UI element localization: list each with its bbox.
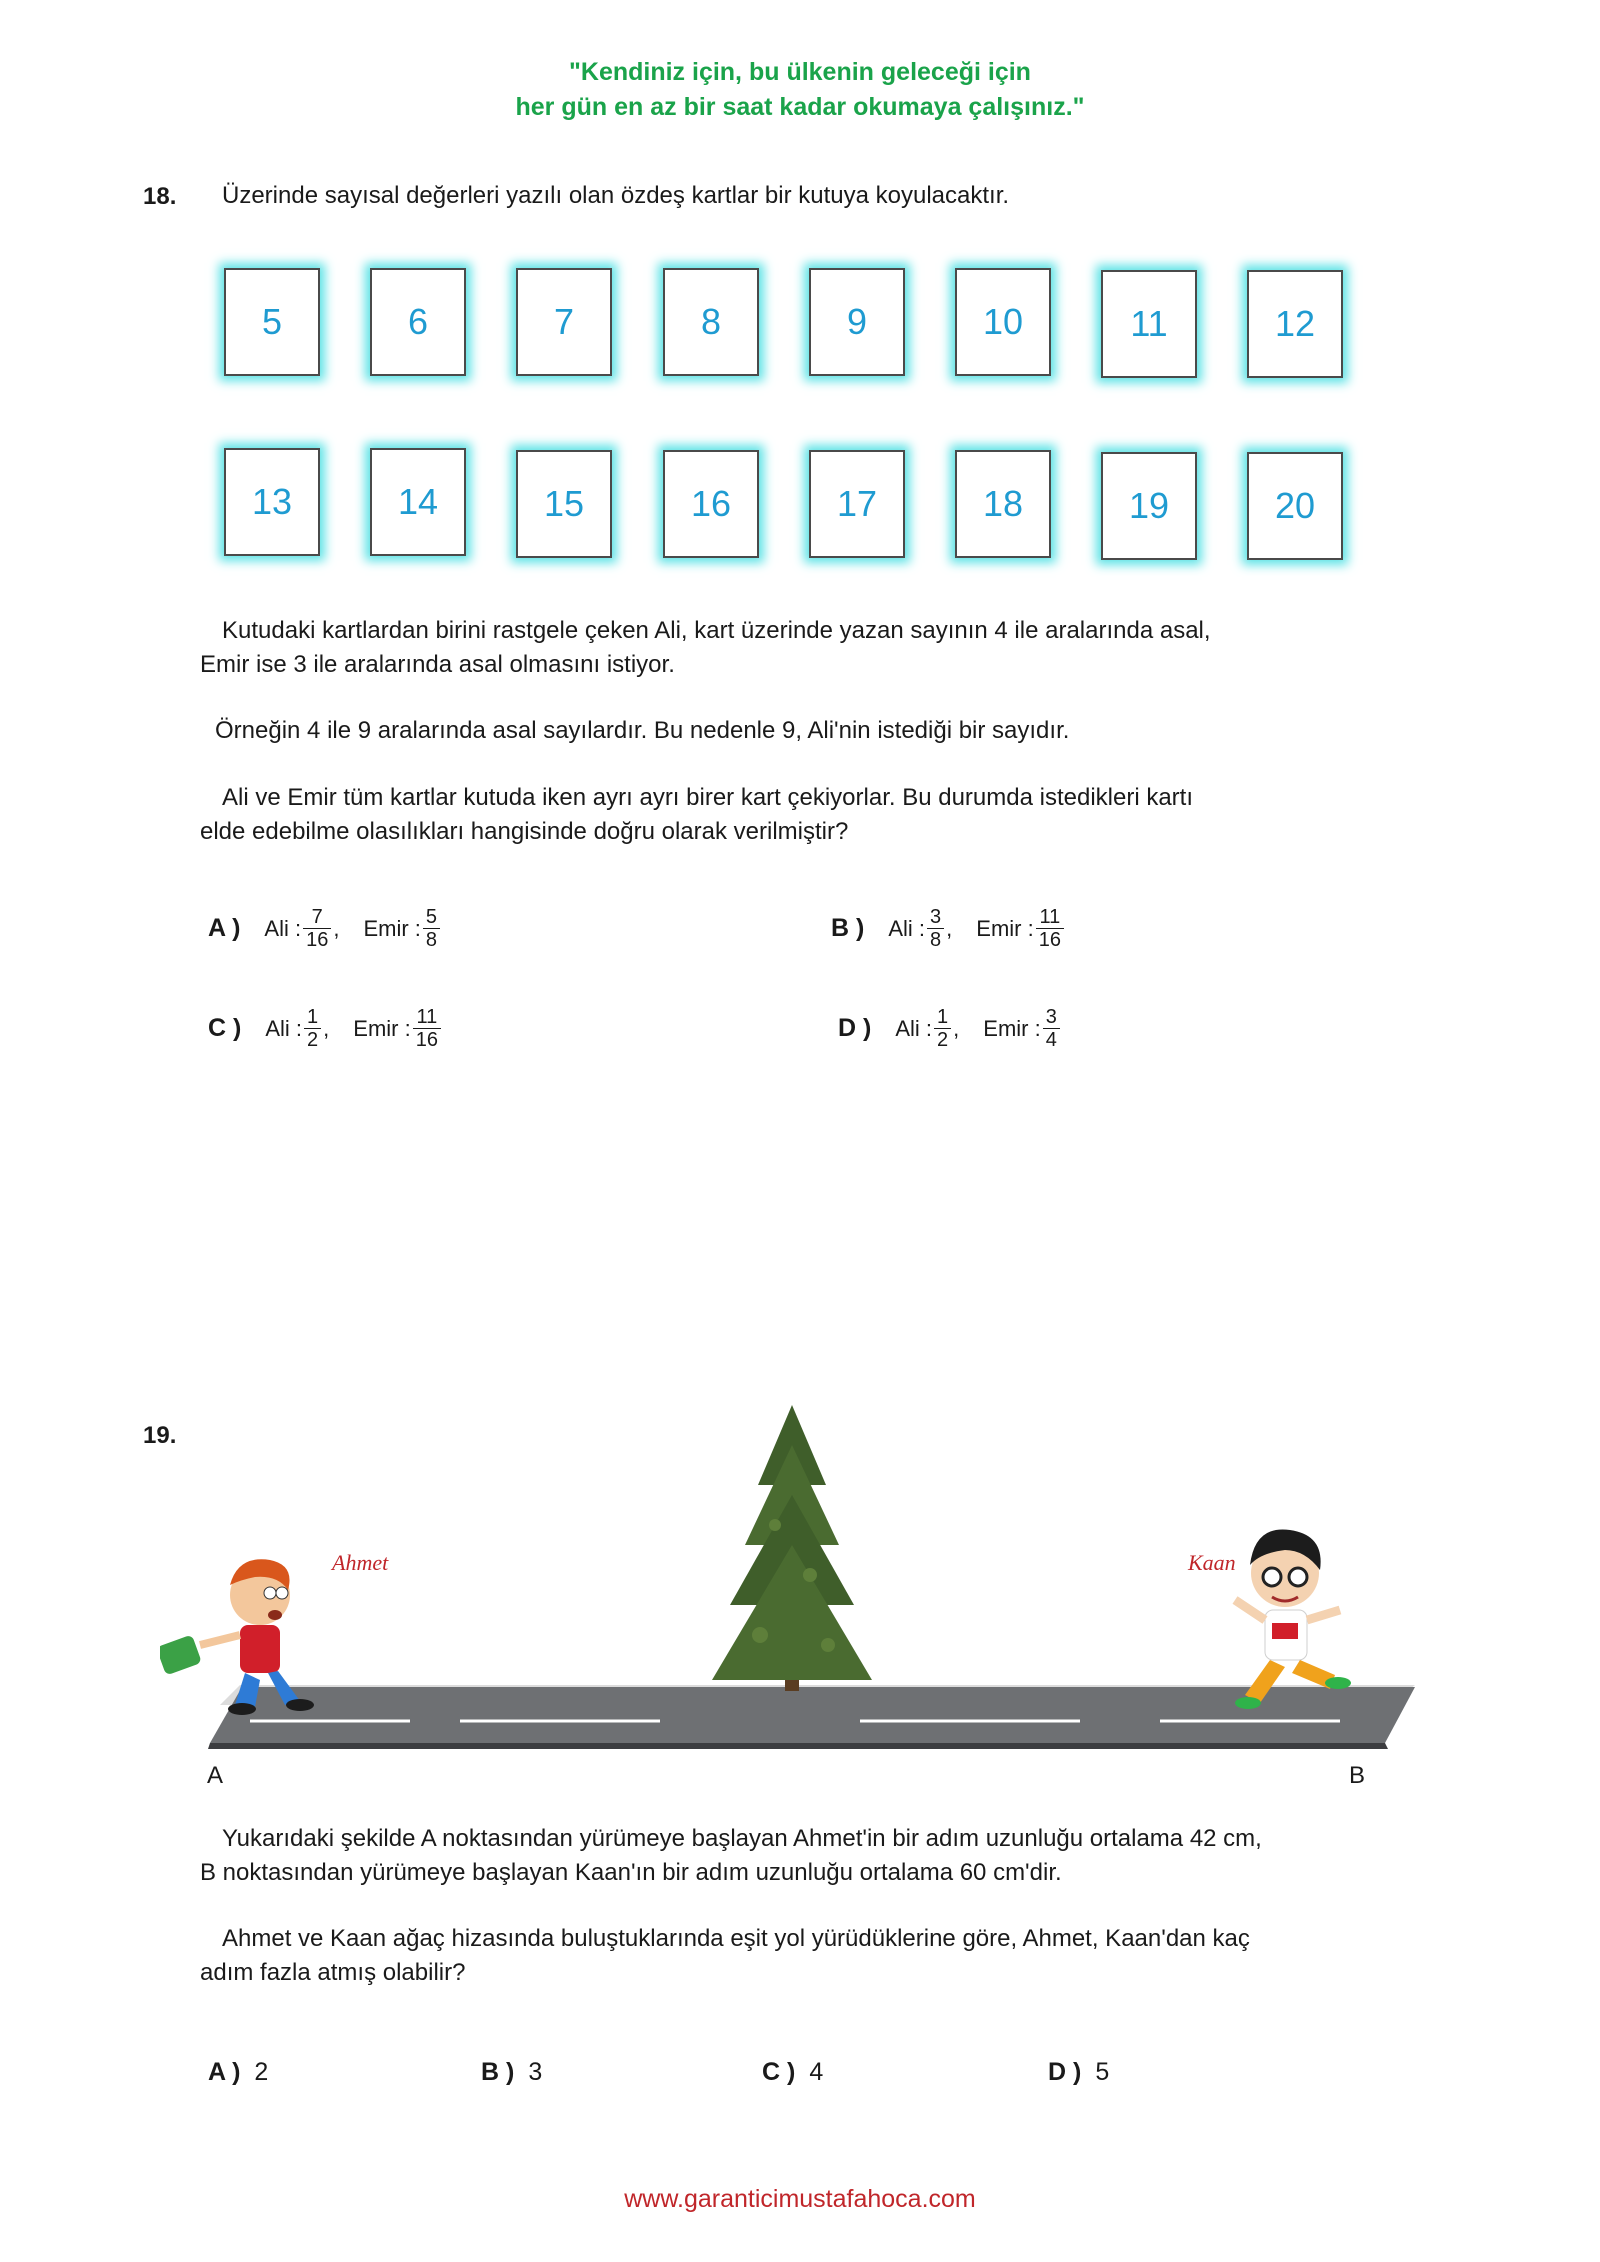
- answer-a[interactable]: [208, 2058, 268, 2087]
- number-card: 7: [516, 268, 612, 376]
- emir-label: Emir :: [976, 915, 1034, 941]
- denominator: 8: [927, 928, 944, 951]
- road-edge-bottom: [208, 1743, 1388, 1749]
- option-c[interactable]: [208, 1006, 443, 1051]
- emir-label: Emir :: [363, 915, 421, 941]
- point-a-label: A: [207, 1762, 224, 1789]
- question-18-number: 18.: [143, 183, 177, 210]
- denominator: 16: [1036, 928, 1064, 951]
- number-card: 11: [1101, 270, 1197, 378]
- emir-fraction: [1043, 1006, 1060, 1051]
- question-18-p2: Örneğin 4 ile 9 aralarında asal sayılardır. Bu nedenle 9, Ali'nin istediği bir sayıdır.: [215, 717, 1070, 744]
- denominator: 4: [1043, 1028, 1060, 1051]
- question-19-number: 19.: [143, 1422, 177, 1449]
- ali-label: Ali :: [265, 1015, 303, 1041]
- answer-letter: B ): [481, 2058, 515, 2086]
- number-card: 6: [370, 268, 466, 376]
- answer-d[interactable]: [1048, 2058, 1109, 2087]
- ali-label: Ali :: [264, 915, 302, 941]
- ali-fraction: [934, 1006, 951, 1051]
- tree-icon: [712, 1405, 872, 1691]
- numerator: 7: [311, 906, 323, 928]
- option-b[interactable]: [831, 906, 1066, 951]
- question-18-intro: Üzerinde sayısal değerleri yazılı olan özdeş kartlar bir kutuya koyulacaktır.: [222, 182, 1010, 209]
- comma: ,: [946, 915, 953, 941]
- number-card: 12: [1247, 270, 1343, 378]
- numerator: 3: [930, 906, 942, 928]
- ali-label: Ali :: [888, 915, 926, 941]
- number-card: 19: [1101, 452, 1197, 560]
- comma: ,: [323, 1015, 330, 1041]
- number-card: 13: [224, 448, 320, 556]
- comma: ,: [333, 915, 340, 941]
- number-card: 15: [516, 450, 612, 558]
- comma: ,: [953, 1015, 960, 1041]
- number-card: 10: [955, 268, 1051, 376]
- kaan-boy-icon: [1235, 1529, 1351, 1709]
- question-18-p3-line1: Ali ve Emir tüm kartlar kutuda iken ayrı ayrı birer kart çekiyorlar. Bu durumda istedikleri kartı: [222, 784, 1193, 811]
- denominator: 8: [423, 928, 440, 951]
- answer-value: 2: [254, 2058, 269, 2086]
- answer-letter: A ): [208, 2058, 241, 2086]
- question-19-p1-line1: Yukarıdaki şekilde A noktasından yürümeye başlayan Ahmet'in bir adım uzunluğu ortalama 42 cm,: [222, 1825, 1262, 1852]
- emir-label: Emir :: [983, 1015, 1041, 1041]
- numerator: 3: [1045, 1006, 1057, 1028]
- option-letter: D ): [838, 1014, 872, 1042]
- header-quote-line-2: her gün en az bir saat kadar okumaya çalışınız.": [515, 93, 1085, 121]
- numerator: 5: [425, 906, 438, 928]
- option-d[interactable]: [838, 1006, 1062, 1051]
- ahmet-label: Ahmet: [332, 1550, 389, 1575]
- kaan-label: Kaan: [1188, 1550, 1236, 1575]
- ali-fraction: [927, 906, 944, 951]
- number-card: 20: [1247, 452, 1343, 560]
- question-19-p2-line2: adım fazla atmış olabilir?: [200, 1959, 466, 1986]
- question-18-p1-line2: Emir ise 3 ile aralarında asal olmasını istiyor.: [200, 651, 675, 678]
- header-quote-line-1: "Kendiniz için, bu ülkenin geleceği için: [569, 58, 1031, 86]
- number-card: 9: [809, 268, 905, 376]
- emir-fraction: [1036, 906, 1064, 951]
- answer-c[interactable]: [762, 2058, 823, 2087]
- answer-value: 5: [1095, 2058, 1110, 2086]
- footer-url[interactable]: www.garanticimustafahoca.com: [624, 2185, 976, 2213]
- option-letter: C ): [208, 1014, 242, 1042]
- denominator: 2: [304, 1028, 321, 1051]
- answer-value: 4: [809, 2058, 824, 2086]
- question-19-p1-line2: B noktasından yürümeye başlayan Kaan'ın bir adım uzunluğu ortalama 60 cm'dir.: [200, 1859, 1062, 1886]
- denominator: 16: [413, 1028, 441, 1051]
- answer-value: 3: [528, 2058, 543, 2086]
- numerator: 1: [937, 1006, 949, 1028]
- answer-letter: C ): [762, 2058, 796, 2086]
- option-letter: B ): [831, 914, 865, 942]
- number-card: 17: [809, 450, 905, 558]
- road-illustration: [160, 1405, 1460, 1765]
- number-card: 5: [224, 268, 320, 376]
- number-card: 14: [370, 448, 466, 556]
- denominator: 2: [934, 1028, 951, 1051]
- numerator: 11: [416, 1006, 438, 1028]
- option-letter: A ): [208, 914, 241, 942]
- answer-letter: D ): [1048, 2058, 1082, 2086]
- ali-label: Ali :: [895, 1015, 933, 1041]
- number-card: 8: [663, 268, 759, 376]
- denominator: 16: [303, 928, 331, 951]
- question-18-p3-line2: elde edebilme olasılıkları hangisinde doğru olarak verilmiştir?: [200, 818, 849, 845]
- number-card: 18: [955, 450, 1051, 558]
- number-card: 16: [663, 450, 759, 558]
- numerator: 1: [307, 1006, 319, 1028]
- ali-fraction: [304, 1006, 321, 1051]
- emir-label: Emir :: [353, 1015, 411, 1041]
- ali-fraction: [303, 906, 331, 951]
- answer-b[interactable]: [481, 2058, 542, 2087]
- numerator: 11: [1039, 906, 1061, 928]
- emir-fraction: [423, 906, 440, 951]
- question-18-p1-line1: Kutudaki kartlardan birini rastgele çeken Ali, kart üzerinde yazan sayının 4 ile aralarında asal,: [222, 617, 1211, 644]
- question-19-p2-line1: Ahmet ve Kaan ağaç hizasında buluştuklarında eşit yol yürüdüklerine göre, Ahmet, Kaan'dan kaç: [222, 1925, 1250, 1952]
- road-surface: [210, 1687, 1415, 1743]
- option-a[interactable]: [208, 906, 442, 951]
- emir-fraction: [413, 1006, 441, 1051]
- point-b-label: B: [1349, 1762, 1366, 1789]
